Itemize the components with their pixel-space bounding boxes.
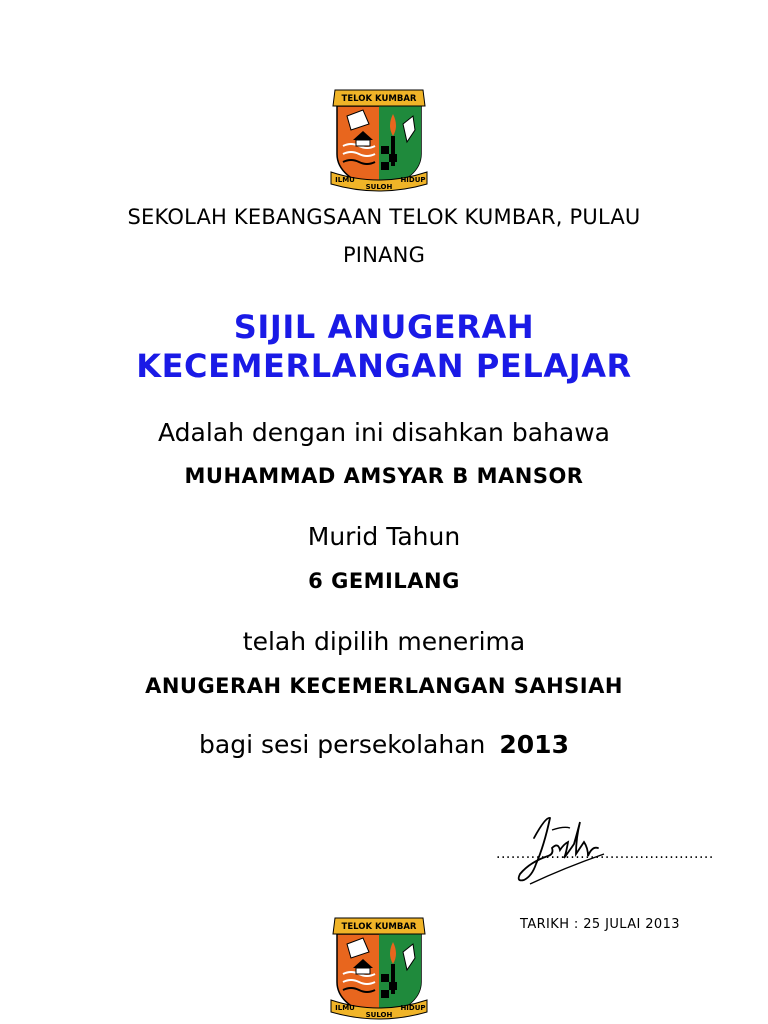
crest-banner-text: TELOK KUMBAR <box>341 94 417 104</box>
crest-emblem-icon <box>329 84 429 194</box>
crest-motto-left: ILMU <box>335 176 355 184</box>
crest-emblem-icon <box>329 912 429 1022</box>
award-name: ANUGERAH KECEMERLANGAN SAHSIAH <box>145 674 623 698</box>
class-name: 6 GEMILANG <box>308 569 460 593</box>
crest-banner-text: TELOK KUMBAR <box>341 922 417 932</box>
principal-signature <box>494 798 686 890</box>
session-year: 2013 <box>499 730 569 759</box>
signature-line: ............................................ <box>496 846 714 862</box>
school-crest-top <box>329 84 429 194</box>
selected-text: telah dipilih menerima <box>242 627 526 656</box>
class-label: Murid Tahun <box>307 522 461 551</box>
signature-icon <box>494 798 686 890</box>
crest-motto-center: SULOH <box>365 1011 393 1019</box>
certificate-title <box>0 308 768 386</box>
crest-motto-right: HIDUP <box>400 1004 426 1012</box>
date-label: TARIKH : 25 JULAI 2013 <box>520 917 680 932</box>
session-line <box>0 730 768 759</box>
crest-motto-left: ILMU <box>335 1004 355 1012</box>
school-name-line2: PINANG <box>342 243 426 267</box>
school-name <box>0 198 768 274</box>
session-text: bagi sesi persekolahan <box>199 730 486 759</box>
certificate-title-line2: KECEMERLANGAN PELAJAR <box>136 347 632 385</box>
student-name: MUHAMMAD AMSYAR B MANSOR <box>184 464 584 488</box>
crest-motto-right: HIDUP <box>400 176 426 184</box>
crest-motto-center: SULOH <box>365 183 393 191</box>
intro-text: Adalah dengan ini disahkan bahawa <box>158 418 610 447</box>
school-name-line1: SEKOLAH KEBANGSAAN TELOK KUMBAR, PULAU <box>127 205 641 229</box>
school-crest-bottom <box>329 912 429 1022</box>
certificate-title-line1: SIJIL ANUGERAH <box>233 308 535 346</box>
